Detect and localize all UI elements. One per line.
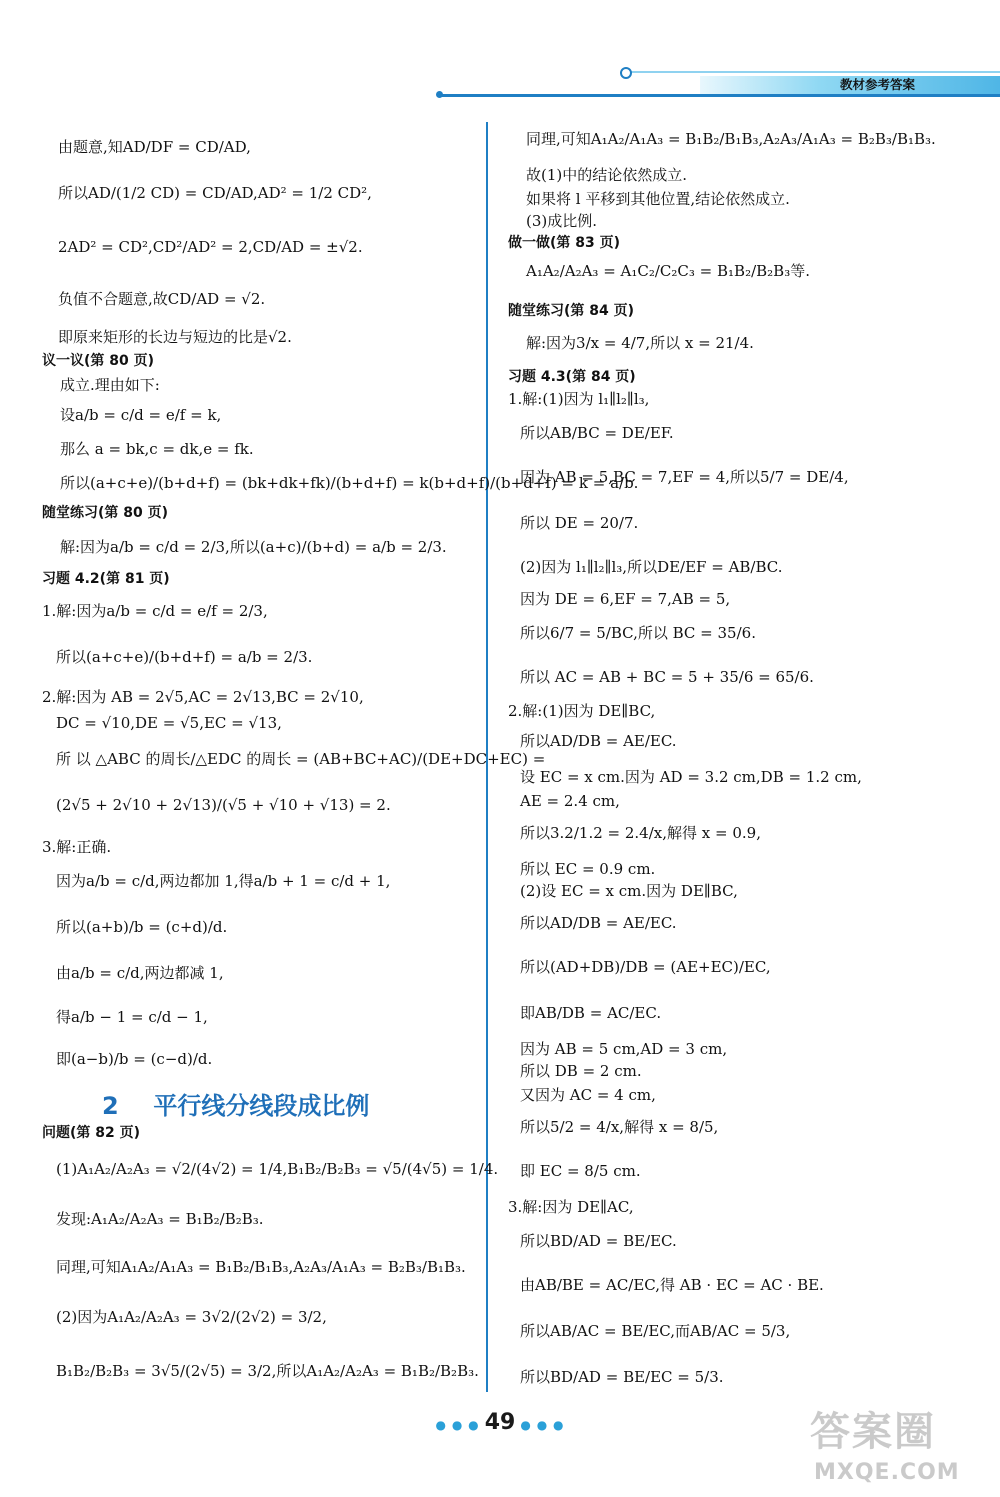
text-line: (2)设 EC = x cm.因为 DE∥BC,	[520, 882, 738, 900]
text-line: 1.解:因为a/b = c/d = e/f = 2/3,	[42, 602, 268, 620]
section-heading: 随堂练习(第 84 页)	[508, 303, 635, 319]
text-line: 3.解:因为 DE∥AC,	[508, 1198, 634, 1216]
text-line: 所以(a+c+e)/(b+d+f) = a/b = 2/3.	[56, 648, 313, 666]
section-heading: 问题(第 82 页)	[42, 1125, 141, 1141]
section-heading: 习题 4.2(第 81 页)	[42, 571, 170, 587]
text-line: 所以 EC = 0.9 cm.	[520, 860, 656, 878]
text-line: 即(a−b)/b = (c−d)/d.	[56, 1050, 213, 1068]
text-line: 所以 AC = AB + BC = 5 + 35/6 = 65/6.	[520, 668, 814, 686]
text-line: 即AB/DB = AC/EC.	[520, 1004, 662, 1022]
section-title-text: 平行线分线段成比例	[153, 1092, 370, 1120]
text-line: 由a/b = c/d,两边都减 1,	[56, 964, 224, 982]
text-line: 又因为 AC = 4 cm,	[520, 1086, 656, 1104]
text-line: DC = √10,DE = √5,EC = √13,	[56, 714, 282, 732]
text-line: 所以 DE = 20/7.	[520, 514, 639, 532]
text-line: 得a/b − 1 = c/d − 1,	[56, 1008, 208, 1026]
text-line: 所以AD/(1/2 CD) = CD/AD,AD² = 1/2 CD²,	[58, 184, 372, 202]
text-line: 所以BD/AD = BE/EC = 5/3.	[520, 1368, 724, 1386]
text-line: 所以(AD+DB)/DB = (AE+EC)/EC,	[520, 958, 771, 976]
text-line: 因为a/b = c/d,两边都加 1,得a/b + 1 = c/d + 1,	[56, 872, 391, 890]
text-line: (1)A₁A₂/A₂A₃ = √2/(4√2) = 1/4,B₁B₂/B₂B₃ = √5/(4√5) = 1/4.	[56, 1160, 499, 1178]
dots-left-icon: ● ● ●	[435, 1417, 480, 1432]
text-line: 所以AD/DB = AE/EC.	[520, 732, 677, 750]
text-line: 2.解:因为 AB = 2√5,AC = 2√13,BC = 2√10,	[42, 688, 364, 706]
header-rule-top	[626, 71, 1000, 73]
text-line: 同理,可知A₁A₂/A₁A₃ = B₁B₂/B₁B₃,A₂A₃/A₁A₃ = B₂B₃/B₁B₃.	[56, 1258, 466, 1276]
text-line: 负值不合题意,故CD/AD = √2.	[58, 290, 266, 308]
text-line: 所以6/7 = 5/BC,所以 BC = 35/6.	[520, 624, 756, 642]
text-line: 故(1)中的结论依然成立.	[526, 166, 688, 184]
text-line: 3.解:正确.	[42, 838, 112, 856]
text-line: 由题意,知AD/DF = CD/AD,	[58, 138, 251, 156]
text-line: 设 EC = x cm.因为 AD = 3.2 cm,DB = 1.2 cm,	[520, 768, 862, 786]
text-line: 因为 AB = 5,BC = 7,EF = 4,所以5/7 = DE/4,	[520, 468, 849, 486]
text-line: 所以(a+b)/b = (c+d)/d.	[56, 918, 228, 936]
text-line: (3)成比例.	[526, 212, 598, 230]
watermark-url: MXQE.COM	[814, 1460, 960, 1485]
text-line: 所以5/2 = 4/x,解得 x = 8/5,	[520, 1118, 719, 1136]
text-line: 2.解:(1)因为 DE∥BC,	[508, 702, 656, 720]
text-line: 所以AB/AC = BE/EC,而AB/AC = 5/3,	[520, 1322, 791, 1340]
text-line: 成立.理由如下:	[60, 376, 160, 394]
text-line: B₁B₂/B₂B₃ = 3√5/(2√5) = 3/2,所以A₁A₂/A₂A₃ = B₁B₂/B₂B₃.	[56, 1362, 479, 1380]
text-line: 解:因为3/x = 4/7,所以 x = 21/4.	[526, 334, 754, 352]
section-title	[102, 1086, 369, 1121]
page-footer	[420, 1410, 580, 1435]
section-heading: 议一议(第 80 页)	[42, 353, 155, 369]
header-rule	[440, 94, 1000, 97]
text-line: 所以3.2/1.2 = 2.4/x,解得 x = 0.9,	[520, 824, 761, 842]
text-line: 解:因为a/b = c/d = 2/3,所以(a+c)/(b+d) = a/b = 2/3.	[60, 538, 447, 556]
text-line: (2)因为A₁A₂/A₂A₃ = 3√2/(2√2) = 3/2,	[56, 1308, 327, 1326]
text-line: 所以AD/DB = AE/EC.	[520, 914, 677, 932]
text-line: 即 EC = 8/5 cm.	[520, 1162, 641, 1180]
text-line: 所以(a+c+e)/(b+d+f) = (bk+dk+fk)/(b+d+f) = k(b+d+f)/(b+d+f) = k = a/b.	[60, 474, 639, 492]
text-line: 所以AB/BC = DE/EF.	[520, 424, 674, 442]
watermark-text: 答案圈	[810, 1409, 936, 1455]
header-dot-icon	[436, 91, 443, 98]
text-line: 设a/b = c/d = e/f = k,	[60, 406, 222, 424]
text-line: 1.解:(1)因为 l₁∥l₂∥l₃,	[508, 390, 650, 408]
text-line: 那么 a = bk,c = dk,e = fk.	[60, 440, 254, 458]
text-line: 由AB/BE = AC/EC,得 AB · EC = AC · BE.	[520, 1276, 824, 1294]
text-line: 所以BD/AD = BE/EC.	[520, 1232, 677, 1250]
section-number: 2	[102, 1092, 119, 1120]
watermark-logo	[800, 1400, 990, 1490]
text-line: 因为 AB = 5 cm,AD = 3 cm,	[520, 1040, 728, 1058]
section-heading: 做一做(第 83 页)	[508, 235, 621, 251]
text-line: (2√5 + 2√10 + 2√13)/(√5 + √10 + √13) = 2.	[56, 796, 391, 814]
text-line: 发现:A₁A₂/A₂A₃ = B₁B₂/B₂B₃.	[56, 1210, 264, 1228]
text-line: 所以 DB = 2 cm.	[520, 1062, 642, 1080]
text-line: 同理,可知A₁A₂/A₁A₃ = B₁B₂/B₁B₃,A₂A₃/A₁A₃ = B₂B₃/B₁B₃.	[526, 130, 936, 148]
text-line: 即原来矩形的长边与短边的比是√2.	[58, 328, 292, 346]
text-line: (2)因为 l₁∥l₂∥l₃,所以DE/EF = AB/BC.	[520, 558, 783, 576]
text-line: 2AD² = CD²,CD²/AD² = 2,CD/AD = ±√2.	[58, 238, 363, 256]
section-heading: 随堂练习(第 80 页)	[42, 505, 169, 521]
section-heading: 习题 4.3(第 84 页)	[508, 369, 636, 385]
text-line: AE = 2.4 cm,	[520, 792, 620, 810]
text-line: A₁A₂/A₂A₃ = A₁C₂/C₂C₃ = B₁B₂/B₂B₃等.	[526, 262, 810, 280]
header-title: 教材参考答案	[840, 77, 916, 92]
page-number: 49	[484, 1410, 516, 1435]
text-line: 如果将 l 平移到其他位置,结论依然成立.	[526, 190, 790, 208]
text-line: 因为 DE = 6,EF = 7,AB = 5,	[520, 590, 731, 608]
header-circle-icon	[620, 67, 632, 79]
dots-right-icon: ● ● ●	[520, 1417, 565, 1432]
text-line: 所 以 △ABC 的周长/△EDC 的周长 = (AB+BC+AC)/(DE+DC+EC) =	[56, 750, 546, 768]
